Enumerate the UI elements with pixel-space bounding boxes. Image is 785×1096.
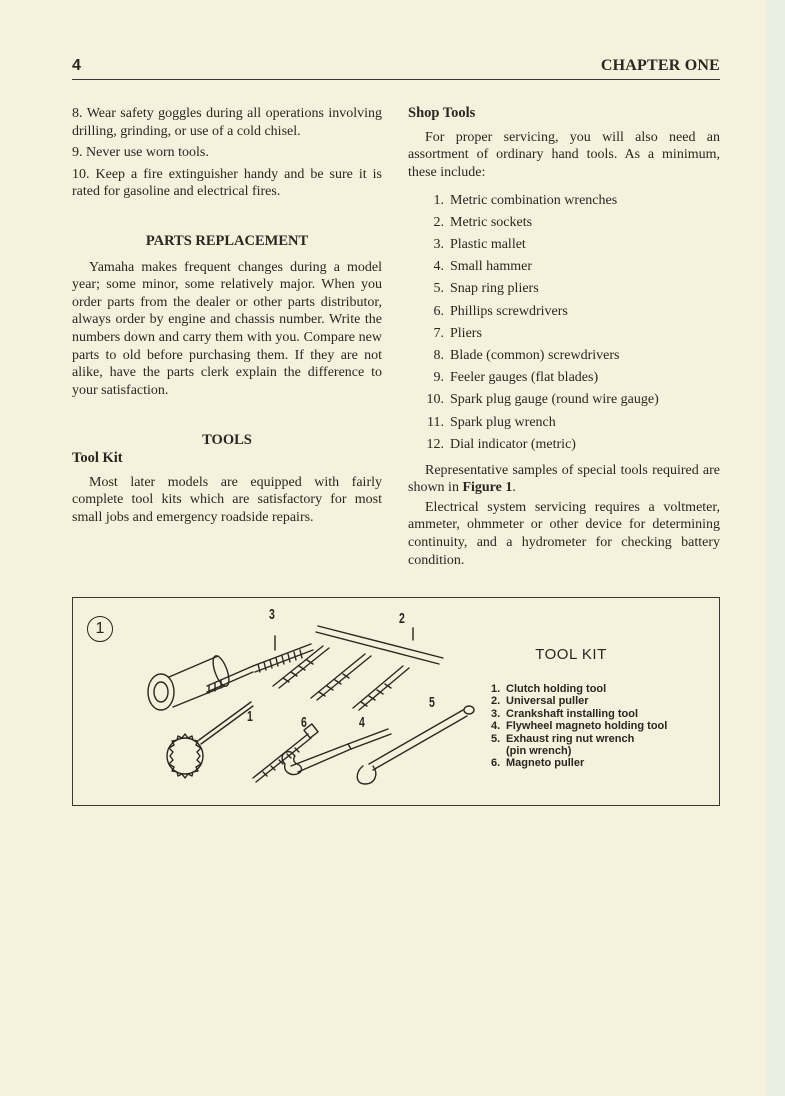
- parts-replacement-heading: PARTS REPLACEMENT: [145, 232, 309, 249]
- clutch-holding-tool-icon: [167, 702, 253, 778]
- magneto-puller-icon: [253, 724, 318, 782]
- list-item: 2. Metric sockets: [433, 214, 533, 230]
- tool-kit-paragraph: Most later models are equipped with fairly complete tool kits which are satisfactory for most small jobs and emergency roadside repairs.: [72, 474, 382, 525]
- safety-item-8: 8. Wear safety goggles during all operations involving drilling, grinding, or use of a cold chisel.: [72, 106, 382, 139]
- shop-tools-list: [408, 189, 720, 455]
- figure-1: [72, 597, 720, 806]
- pin-wrench-icon: [357, 706, 474, 784]
- right-column: [408, 105, 720, 569]
- shop-tools-intro: For proper servicing, you will also need an assortment of ordinary hand tools. As a minimum, these include:: [408, 129, 720, 180]
- tool-kit-legend: [491, 646, 711, 770]
- list-item: 6. Magneto puller: [491, 757, 585, 770]
- list-item: 5. Snap ring pliers: [433, 281, 539, 297]
- list-item: 4. Flywheel magneto holding tool: [491, 720, 668, 733]
- page-header: [72, 55, 720, 80]
- list-item: 12. Dial indicator (metric): [426, 436, 576, 452]
- callout-5: 5: [429, 694, 435, 711]
- legend-title: TOOL KIT: [535, 646, 607, 663]
- shop-tools-heading: Shop Tools: [408, 105, 476, 121]
- page-edge: [767, 0, 785, 1096]
- list-item: 5. Exhaust ring nut wrench (pin wrench): [491, 732, 635, 758]
- chapter-title: CHAPTER ONE: [600, 57, 720, 74]
- list-item: 10. Spark plug gauge (round wire gauge): [426, 392, 659, 408]
- list-item: 9. Feeler gauges (flat blades): [433, 370, 599, 386]
- list-item: 4. Small hammer: [433, 259, 533, 275]
- list-item: 6. Phillips screwdrivers: [433, 303, 568, 319]
- tool-kit-illustration: [133, 606, 483, 801]
- callout-1: 1: [247, 708, 253, 725]
- list-item: 7. Pliers: [433, 325, 482, 341]
- left-column: [72, 105, 382, 526]
- list-item: 1. Clutch holding tool: [491, 683, 607, 695]
- legend-list: [491, 683, 711, 770]
- safety-item-9: 9. Never use worn tools.: [72, 145, 209, 161]
- figure-number-badge: 1: [87, 616, 113, 642]
- list-item: 3. Crankshaft installing tool: [491, 707, 639, 720]
- list-item: 1. Metric combination wrenches: [433, 192, 618, 208]
- list-item: 8. Blade (common) screwdrivers: [433, 347, 620, 363]
- list-item: 2. Universal puller: [491, 695, 589, 708]
- callout-2: 2: [399, 610, 405, 627]
- tool-kit-heading: Tool Kit: [72, 449, 123, 466]
- figure-reference-link[interactable]: Figure 1: [462, 480, 513, 496]
- list-item: 11. Spark plug wrench: [427, 414, 556, 430]
- tools-heading: TOOLS: [202, 432, 252, 449]
- page-number: 4: [72, 57, 81, 74]
- callout-3: 3: [269, 606, 275, 623]
- safety-item-10: 10. Keep a fire extinguisher handy and be sure it is rated for gasoline and electrical fires.: [72, 166, 382, 200]
- callout-6: 6: [301, 714, 307, 731]
- representative-paragraph: Representative samples of special tools required are shown in Figure 1.: [408, 462, 720, 496]
- list-item: 3. Plastic mallet: [433, 237, 526, 253]
- electrical-paragraph: Electrical system servicing requires a voltmeter, ammeter, ohmmeter or other device for determining continuity, and a hydrometer for checking battery condition.: [408, 499, 720, 568]
- parts-replacement-paragraph: Yamaha makes frequent changes during a model year; some minor, some relatively major. When you order parts from the dealer or other parts distributor, always order by engine and chassis number. Write the numbers down and carry them with you. Compare new parts to old before purchasing them. If they are not alike, have the parts clerk explain the difference to your satisfaction.: [72, 259, 382, 398]
- callout-4: 4: [359, 714, 365, 731]
- universal-puller-icon: [273, 626, 443, 710]
